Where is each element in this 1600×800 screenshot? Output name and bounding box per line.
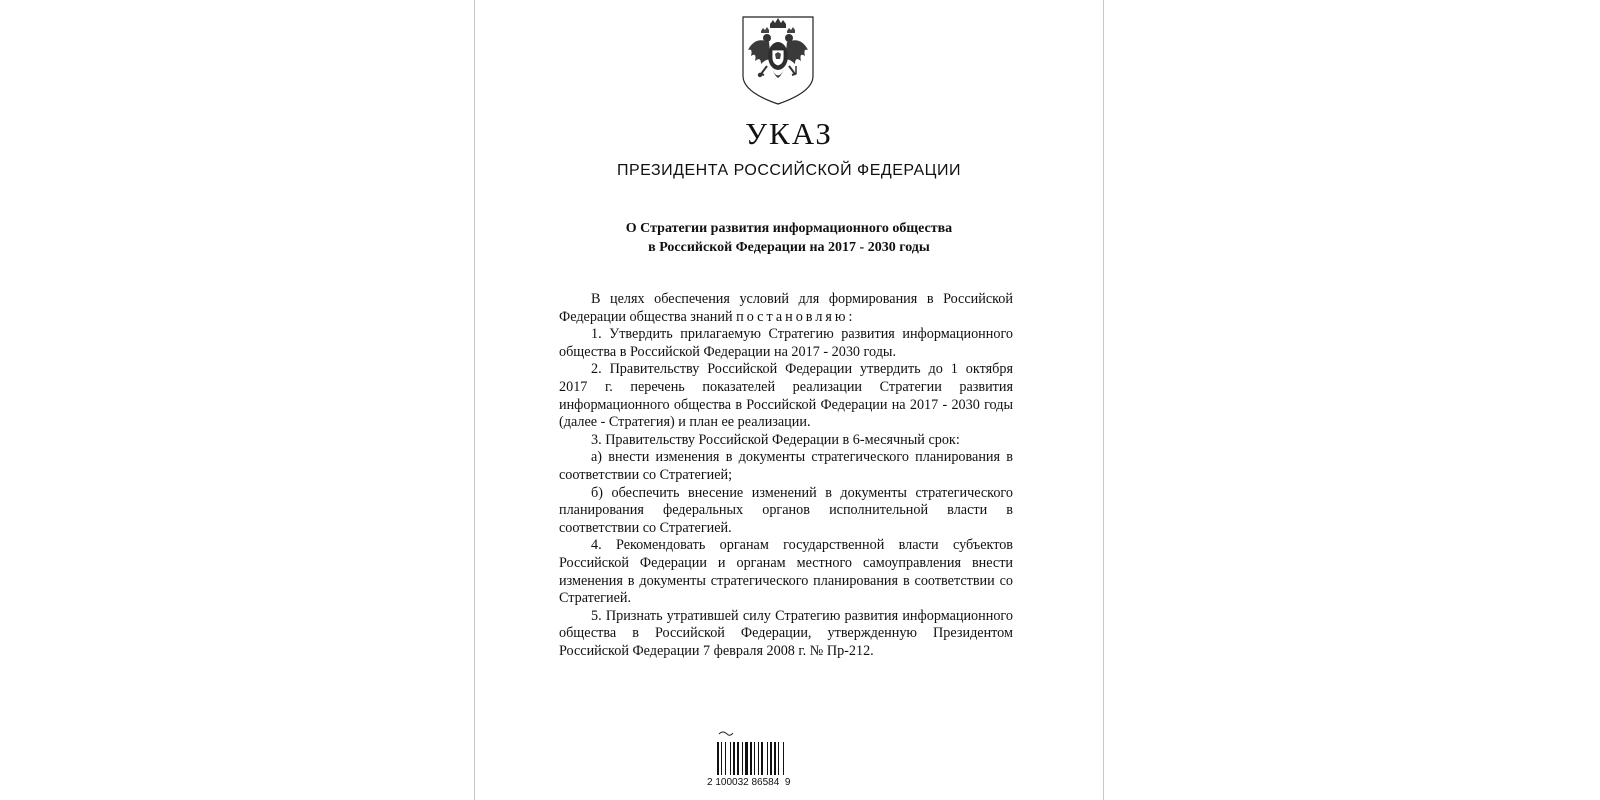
double-headed-eagle-icon — [739, 14, 817, 106]
paragraph-4: 4. Рекомендовать органам государственной власти субъектов Российской Федерации и органам местного самоуправления внести изменения в документы стратегического планирования в соответствии со Стратегией. — [559, 537, 1013, 607]
document-subtitle: ПРЕЗИДЕНТА РОССИЙСКОЙ ФЕДЕРАЦИИ — [617, 162, 961, 179]
paragraph-3b: б) обеспечить внесение изменений в документы стратегического планирования федеральных органов исполнительной власти в соответствии со Стратегией. — [559, 484, 1013, 536]
preamble-spaced-word: постановляю: — [736, 308, 856, 325]
paragraph-3a: а) внести изменения в документы стратегического планирования в соответствии со Стратегией; — [559, 449, 1013, 483]
preamble-text: В целях обеспечения условий для формирования в Российской Федерации общества знаний — [559, 291, 1013, 325]
heading-line-1: О Стратегии развития информационного общества — [625, 221, 953, 236]
heading-line-2: в Российской Федерации на 2017 - 2030 годы — [648, 240, 930, 255]
document-title: УКАЗ — [745, 116, 833, 151]
barcode-number: 2 100032 86584 9 — [707, 777, 791, 788]
paragraph-3: 3. Правительству Российской Федерации в 6-месячный срок: — [591, 431, 960, 448]
paragraph-1: 1. Утвердить прилагаемую Стратегию развития информационного общества в Российской Федерации на 2017 - 2030 годы. — [559, 326, 1013, 360]
document-heading — [475, 219, 1103, 257]
paragraph-2: 2. Правительству Российской Федерации утвердить до 1 октября 2017 г. перечень показателей реализации Стратегии развития информационного общества в Российской Федерации на 2017 - 2030 годы (далее - Стратегия) и план ее реализации. — [559, 361, 1013, 431]
document-body — [559, 291, 1013, 660]
paragraph-5: 5. Признать утратившей силу Стратегию развития информационного общества в Российской Федерации, утвержденную Президентом Российской Федерации 7 февраля 2008 г. № Пр-212. — [559, 607, 1013, 659]
document-page — [474, 0, 1104, 800]
preamble-paragraph — [559, 291, 1013, 326]
